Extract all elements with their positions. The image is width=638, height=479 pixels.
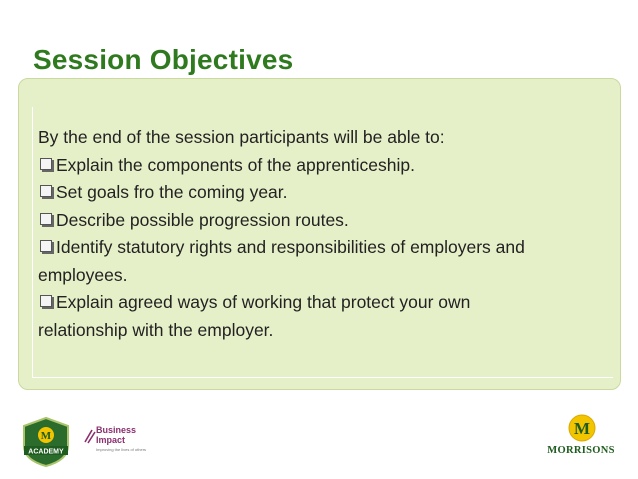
academy-logo	[20, 416, 72, 468]
intro-text: By the end of the session participants will be able to:	[38, 127, 445, 147]
objective-item: Set goals fro the coming year.	[38, 179, 610, 207]
objectives-content	[38, 124, 610, 344]
checkbox-bullet-icon	[38, 295, 52, 309]
business-impact-logo	[84, 424, 154, 460]
slide-title: Session Objectives	[33, 44, 294, 75]
checkbox-bullet-icon	[38, 158, 52, 172]
objective-item-continuation: employees.	[38, 264, 128, 285]
morrisons-logo-letter: M	[573, 419, 591, 438]
business-impact-line1: Business	[96, 425, 137, 435]
business-impact-line2: Impact	[96, 435, 126, 445]
objective-item: Explain agreed ways of working that protect your own	[38, 289, 610, 317]
checkbox-bullet-icon	[38, 213, 52, 227]
objective-item: Explain the components of the apprenticeship.	[38, 152, 610, 180]
morrisons-logo-text: MORRISONS	[547, 445, 615, 456]
morrisons-logo	[546, 414, 616, 462]
objective-item: Describe possible progression routes.	[38, 207, 610, 235]
objective-item-continuation: relationship with the employer.	[38, 319, 274, 340]
academy-logo-letter: M	[40, 430, 52, 442]
objective-item: Identify statutory rights and responsibilities of employers and	[38, 234, 610, 262]
business-impact-tagline: Improving the lives of others	[96, 447, 147, 452]
checkbox-bullet-icon	[38, 240, 52, 254]
academy-logo-text: ACADEMY	[28, 448, 64, 456]
checkbox-bullet-icon	[38, 185, 52, 199]
business-impact-mark-icon	[84, 428, 96, 444]
